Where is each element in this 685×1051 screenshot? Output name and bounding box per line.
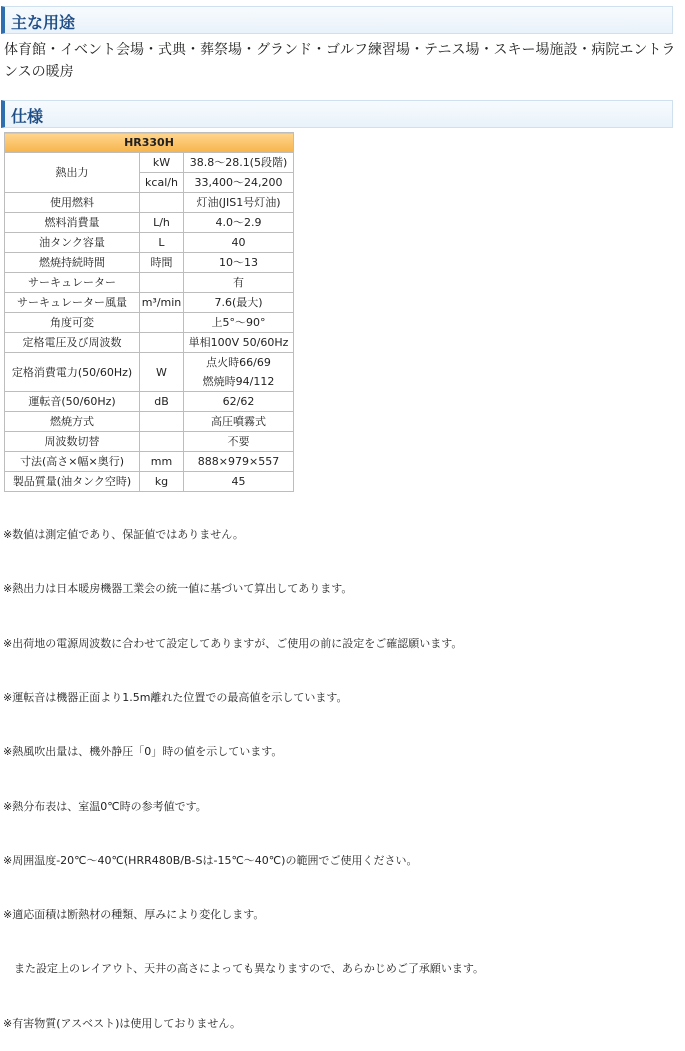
spec-value: 7.6(最大)	[184, 293, 294, 313]
spec-label: 定格消費電力(50/60Hz)	[5, 353, 140, 392]
spec-value: 上5°～90°	[184, 313, 294, 333]
spec-unit: 時間	[140, 253, 184, 273]
note: ※適応面積は断熱材の種類、厚みにより変化します。	[3, 908, 265, 922]
spec-value-multiline	[184, 353, 294, 392]
spec-label: 燃焼方式	[5, 412, 140, 432]
table-row	[5, 392, 294, 412]
spec-unit: kg	[140, 472, 184, 492]
note: ※出荷地の電源周波数に合わせて設定してありますが、ご使用の前に設定をご確認願います。	[3, 636, 463, 650]
note: ※数値は測定値であり、保証値ではありません。	[3, 528, 244, 542]
spec-value: 4.0～2.9	[184, 213, 294, 233]
spec-unit: kW	[140, 153, 184, 173]
spec-value: 単相100V 50/60Hz	[184, 333, 294, 353]
spec-unit: W	[140, 353, 184, 392]
spec-label: 定格電圧及び周波数	[5, 333, 140, 353]
table-row	[5, 313, 294, 333]
spec-unit: mm	[140, 452, 184, 472]
spec-value: 888×979×557	[184, 452, 294, 472]
spec-table	[4, 132, 294, 492]
spec-value: 10～13	[184, 253, 294, 273]
spec-label: 燃料消費量	[5, 213, 140, 233]
spec-unit	[140, 432, 184, 452]
spec-unit	[140, 313, 184, 333]
spec-label: 使用燃料	[5, 193, 140, 213]
table-row	[5, 412, 294, 432]
model-header: HR330H	[5, 133, 294, 153]
spec-label: 角度可変	[5, 313, 140, 333]
spec-unit: L	[140, 233, 184, 253]
spec-value: 有	[184, 273, 294, 293]
spec-label: サーキュレーター風量	[5, 293, 140, 313]
note: ※有害物質(アスベスト)は使用しておりません。	[3, 1016, 242, 1030]
note: ※運転音は機器正面より1.5m離れた位置での最高値を示しています。	[3, 691, 348, 705]
spec-label: 熱出力	[5, 153, 140, 193]
table-row	[5, 333, 294, 353]
spec-value: 燃焼時94/112	[202, 375, 275, 388]
spec-unit: L/h	[140, 213, 184, 233]
spec-value: 40	[184, 233, 294, 253]
table-row	[5, 193, 294, 213]
table-row	[5, 353, 294, 392]
spec-label: 運転音(50/60Hz)	[5, 392, 140, 412]
spec-unit: m³/min	[140, 293, 184, 313]
notes-list	[3, 490, 484, 1051]
spec-label: 油タンク容量	[5, 233, 140, 253]
spec-unit	[140, 273, 184, 293]
spec-value: 高圧噴霧式	[184, 412, 294, 432]
spec-unit	[140, 412, 184, 432]
spec-label: 寸法(高さ×幅×奥行)	[5, 452, 140, 472]
table-row	[5, 452, 294, 472]
spec-label: 周波数切替	[5, 432, 140, 452]
spec-unit: kcal/h	[140, 173, 184, 193]
spec-unit	[140, 333, 184, 353]
uses-heading-bar	[1, 6, 673, 34]
table-row	[5, 233, 294, 253]
spec-unit: dB	[140, 392, 184, 412]
spec-heading: 仕様	[11, 107, 44, 126]
spec-value: 62/62	[184, 392, 294, 412]
table-row	[5, 153, 294, 173]
spec-value: 不要	[184, 432, 294, 452]
table-row	[5, 432, 294, 452]
spec-value: 灯油(JIS1号灯油)	[184, 193, 294, 213]
spec-value: 33,400～24,200	[184, 173, 294, 193]
table-row	[5, 472, 294, 492]
spec-label: サーキュレーター	[5, 273, 140, 293]
uses-heading: 主な用途	[11, 13, 76, 32]
note: また設定上のレイアウト、天井の高さによっても異なりますので、あらかじめご了承願います。	[3, 962, 485, 976]
table-row	[5, 273, 294, 293]
spec-unit	[140, 193, 184, 213]
uses-text: 体育館・イベント会場・式典・葬祭場・グランド・ゴルフ練習場・テニス場・スキー場施設・病院エントランスの暖房	[4, 42, 676, 80]
table-row	[5, 293, 294, 313]
spec-label: 製品質量(油タンク空時)	[5, 472, 140, 492]
spec-value: 38.8～28.1(5段階)	[184, 153, 294, 173]
spec-value: 45	[184, 472, 294, 492]
table-row	[5, 253, 294, 273]
spec-label: 燃焼持続時間	[5, 253, 140, 273]
note: ※熱出力は日本暖房機器工業会の統一値に基づいて算出してあります。	[3, 582, 353, 596]
note: ※周囲温度-20℃～40℃(HRR480B/B-Sは-15℃～40℃)の範囲でご使用ください。	[3, 853, 418, 867]
note: ※熱風吹出量は、機外静圧「0」時の値を示しています。	[3, 745, 283, 759]
spec-value: 点火時66/69	[206, 356, 271, 369]
table-row	[5, 213, 294, 233]
note: ※熱分布表は、室温0℃時の参考値です。	[3, 799, 207, 813]
spec-heading-bar	[1, 100, 673, 128]
